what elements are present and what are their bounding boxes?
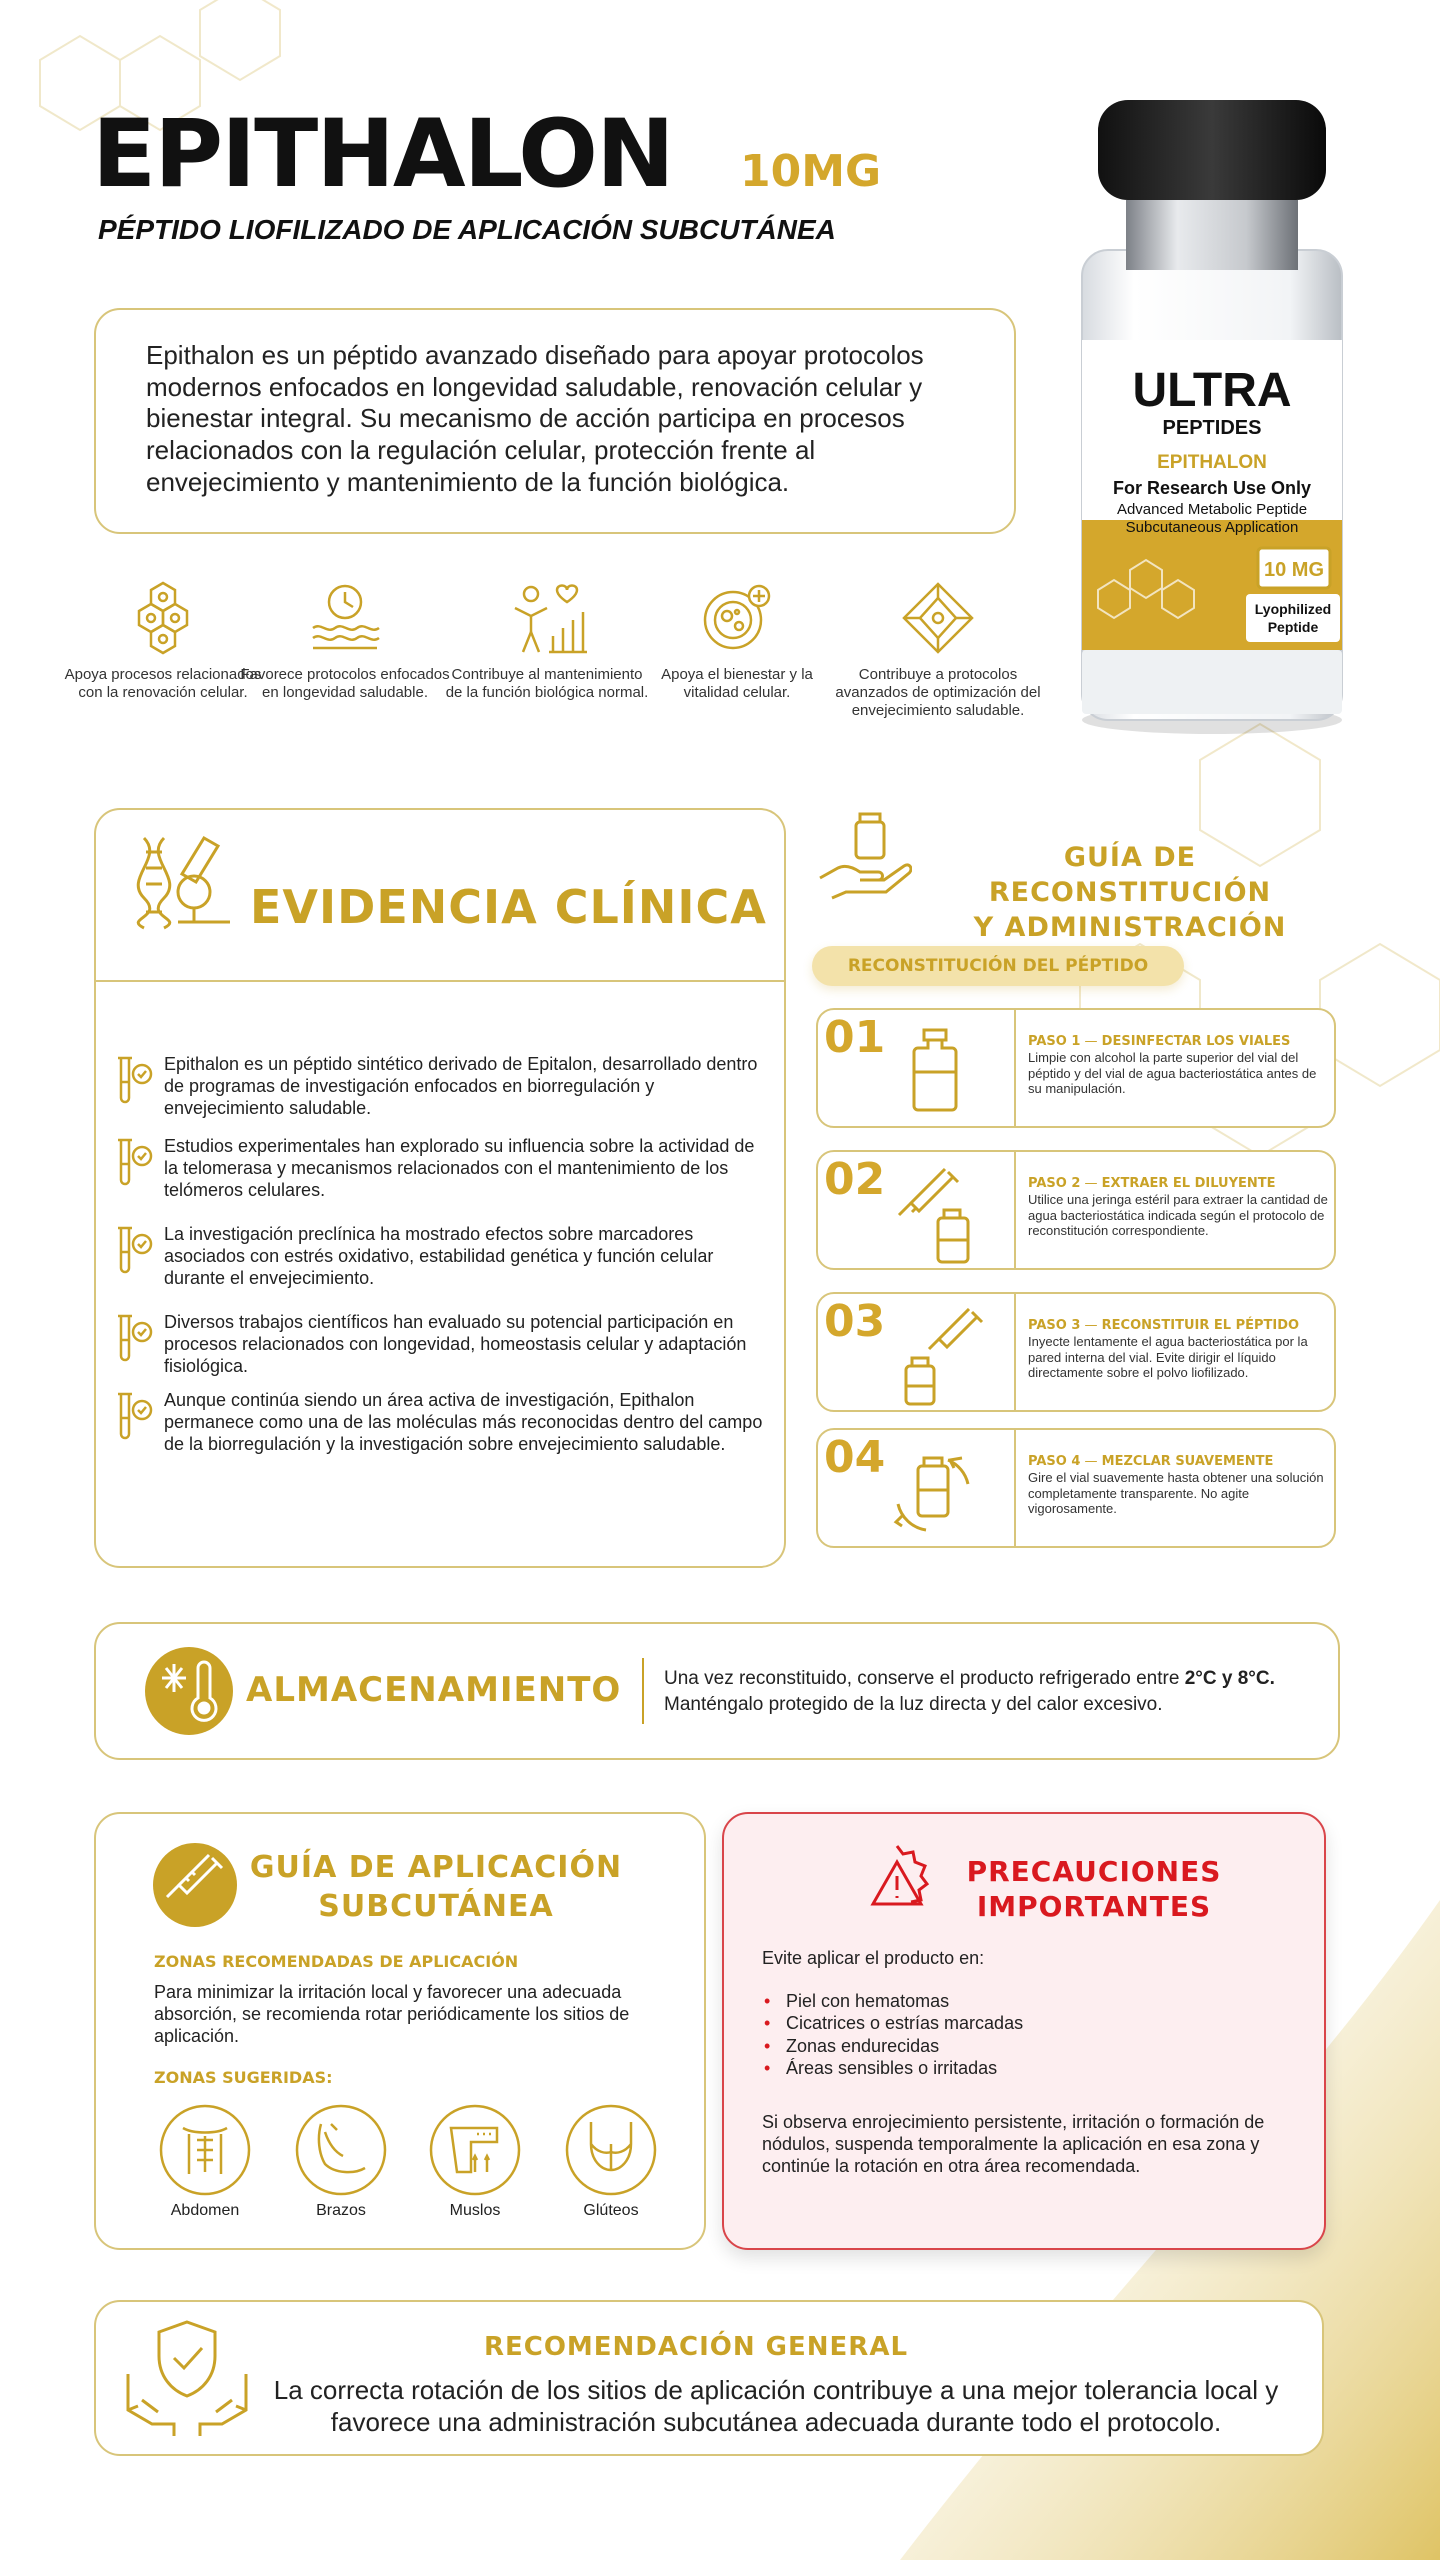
arm-icon xyxy=(295,2104,387,2196)
zone-brazos: Brazos xyxy=(286,2104,396,2220)
recommendation-card xyxy=(94,2300,1324,2456)
step-text: Limpie con alcohol la parte superior del vial del péptido y del vial de agua bacteriostática antes de su manipulación. xyxy=(1028,1050,1317,1097)
list-item: • Cicatrices o estrías marcadas xyxy=(762,2012,1023,2034)
vial-desc1: Advanced Metabolic Peptide xyxy=(1116,501,1308,518)
step-number: 04 xyxy=(824,1432,886,1483)
step-divider xyxy=(1014,1152,1016,1268)
feature-item xyxy=(442,580,652,702)
syringe-inject-icon xyxy=(878,1308,988,1408)
step-divider xyxy=(1014,1294,1016,1410)
recommendation-text: La correcta rotación de los sitios de aplicación contribuye a una mejor tolerancia local y favorece una administración subcutánea adecuada durante todo el protocolo. xyxy=(273,2375,1279,2438)
application-title: GUÍA DE APLICACIÓN SUBCUTÁNEA xyxy=(249,1850,623,1924)
skin-clock-icon xyxy=(307,580,383,656)
step-text: Inyecte lentamente el agua bacteriostática por la pared interna del vial. Evite dirigir el líquido directamente sobre el polvo liofilizado. xyxy=(1028,1334,1308,1381)
list-item: • Zonas endurecidas xyxy=(762,2035,1023,2057)
zone-muslos: Muslos xyxy=(420,2104,530,2220)
cells-icon xyxy=(125,580,201,656)
thigh-icon xyxy=(429,2104,521,2196)
vial-dose: 10 MG xyxy=(1263,559,1325,581)
warning-gear-icon xyxy=(860,1842,934,1916)
feature-text: Contribuye al mantenimiento de la función biológica normal. xyxy=(445,666,649,701)
zone-gluteos: Glúteos xyxy=(556,2104,666,2220)
vial-brand: ULTRA xyxy=(1132,364,1292,417)
application-text: Para minimizar la irritación local y favorecer una adecuada absorción, se recomienda rotar periódicamente los sitios de aplicación. xyxy=(154,1982,630,2046)
feature-text: Contribuye a protocolos avanzados de optimización del envejecimiento saludable. xyxy=(835,666,1041,719)
feature-text: Favorece protocolos enfocados en longevidad saludable. xyxy=(240,666,450,701)
zone-abdomen: Abdomen xyxy=(150,2104,260,2220)
evidence-text: La investigación preclínica ha mostrado efectos sobre marcadores asociados con estrés oxidativo, estabilidad genética y función celular durante el envejecimiento. xyxy=(164,1224,714,1288)
storage-card xyxy=(94,1622,1340,1760)
evidence-card xyxy=(94,808,786,1568)
precautions-intro: Evite aplicar el producto en: xyxy=(762,1948,985,1968)
step-number: 03 xyxy=(824,1296,886,1347)
step-text: Gire el vial suavemente hasta obtener una solución completamente transparente. No agite vigorosamente. xyxy=(1028,1470,1324,1517)
syringe-vial-icon xyxy=(878,1166,988,1266)
hand-vial-icon xyxy=(816,808,912,904)
test-tube-check-icon xyxy=(112,1312,156,1368)
evidence-text: Epithalon es un péptido sintético derivado de Epitalon, desarrollado dentro de programas de investigación enfocados en biorregulación y envejecimiento saludable. xyxy=(164,1054,758,1118)
vial-lyo2: Peptide xyxy=(1267,619,1319,635)
precautions-list xyxy=(762,1990,1023,2079)
dose-label: 10MG xyxy=(740,146,882,197)
step-card xyxy=(816,1008,1336,1128)
recommendation-title: RECOMENDACIÓN GENERAL xyxy=(483,2332,909,2362)
vial-lyo1: Lyophilized xyxy=(1254,601,1332,617)
vial-brand-sub: PEPTIDES xyxy=(1162,417,1262,439)
test-tube-check-icon xyxy=(112,1054,156,1110)
evidence-title: EVIDENCIA CLÍNICA xyxy=(250,880,767,934)
dna-microscope-icon xyxy=(134,832,234,932)
step-card xyxy=(816,1150,1336,1270)
precautions-title: PRECAUCIONES IMPORTANTES xyxy=(966,1855,1222,1923)
evidence-text: Diversos trabajos científicos han evaluado su potencial participación en procesos relacionados con longevidad, homeostasis celular y adaptación fisiológica. xyxy=(164,1312,747,1376)
page-subtitle: PÉPTIDO LIOFILIZADO DE APLICACIÓN SUBCUTÁNEA xyxy=(98,214,836,245)
evidence-text: Aunque continúa siendo un área activa de investigación, Epithalon permanece como una de las moléculas más reconocidas dentro del campo de la biorregulación y la investigación sobre envejecimiento saludable. xyxy=(164,1390,763,1454)
storage-text: Una vez reconstituido, conserve el producto refrigerado entre 2°C y 8°C. Manténgalo protegido de la luz directa y del calor excesivo. xyxy=(664,1668,1275,1715)
feature-text: Apoya el bienestar y la vitalidad celular. xyxy=(661,666,813,701)
suggested-heading: ZONAS SUGERIDAS: xyxy=(154,2068,333,2087)
feature-item xyxy=(58,580,268,702)
vial-desc2: Subcutaneous Application xyxy=(1125,519,1299,536)
step-number: 01 xyxy=(824,1012,886,1063)
list-item: • Áreas sensibles o irritadas xyxy=(762,2057,1023,2079)
test-tube-check-icon xyxy=(112,1224,156,1280)
step-title: PASO 4 — MEZCLAR SUAVEMENTE xyxy=(1028,1454,1274,1469)
vial-research: For Research Use Only xyxy=(1112,478,1312,498)
storage-divider xyxy=(642,1658,644,1724)
precautions-footer: Si observa enrojecimiento persistente, irritación o formación de nódulos, suspenda temporalmente la aplicación en esa zona y continúe la rotación en otra área recomendada. xyxy=(762,2112,1265,2176)
intro-text: Epithalon es un péptido avanzado diseñado para apoyar protocolos modernos enfocados en longevidad saludable, renovación celular y bienestar integral. Su mecanismo de acción participa en procesos relacionados con la regulación celular, protección frente al envejecimiento y mantenimiento de la función biológica. xyxy=(146,340,924,497)
step-title: PASO 2 — EXTRAER EL DILUYENTE xyxy=(1028,1176,1276,1191)
list-item: • Piel con hematomas xyxy=(762,1990,1023,2012)
vial-rotate-icon xyxy=(878,1444,988,1544)
reconstitution-pill: RECONSTITUCIÓN DEL PÉPTIDO xyxy=(812,946,1184,986)
step-title: PASO 1 — DESINFECTAR LOS VIALES xyxy=(1028,1034,1291,1049)
intro-card xyxy=(94,308,1016,534)
syringe-circle-icon xyxy=(152,1842,238,1928)
person-chart-icon xyxy=(505,580,589,656)
feature-item xyxy=(240,580,450,702)
evidence-header xyxy=(96,810,784,982)
test-tube-check-icon xyxy=(112,1136,156,1192)
step-divider xyxy=(1014,1010,1016,1126)
step-card xyxy=(816,1428,1336,1548)
application-card xyxy=(94,1812,706,2250)
vial-product: EPITHALON xyxy=(1157,452,1267,473)
reconstitution-title xyxy=(920,840,1340,945)
page-title: EPITHALON xyxy=(92,100,673,209)
feature-item xyxy=(632,580,842,702)
evidence-text: Estudios experimentales han explorado su influencia sobre la actividad de la telomerasa y mecanismos relacionados con el mantenimiento de los telómeros celulares. xyxy=(164,1136,755,1200)
molecule-diamond-icon xyxy=(900,580,976,656)
abdomen-icon xyxy=(159,2104,251,2196)
storage-temp: 2°C y 8°C. xyxy=(1184,1668,1275,1689)
glutes-icon xyxy=(565,2104,657,2196)
step-card xyxy=(816,1292,1336,1412)
feature-item xyxy=(828,580,1048,720)
step-divider xyxy=(1014,1430,1016,1546)
test-tube-check-icon xyxy=(112,1390,156,1446)
storage-title: ALMACENAMIENTO xyxy=(246,1670,622,1710)
cell-plus-icon xyxy=(699,580,775,656)
vial-icon xyxy=(878,1024,988,1114)
reconstitution-title-line2: Y ADMINISTRACIÓN xyxy=(973,912,1287,944)
shield-hands-icon xyxy=(122,2314,252,2444)
step-text: Utilice una jeringa estéril para extraer la cantidad de agua bacteriostática indicada según el protocolo de reconstitución correspondiente. xyxy=(1028,1192,1328,1239)
precautions-card xyxy=(722,1812,1326,2250)
thermometer-snowflake-icon xyxy=(144,1646,234,1736)
step-title: PASO 3 — RECONSTITUIR EL PÉPTIDO xyxy=(1028,1318,1300,1333)
zones-heading: ZONAS RECOMENDADAS DE APLICACIÓN xyxy=(154,1952,519,1971)
feature-text: Apoya procesos relacionados con la renovación celular. xyxy=(64,666,262,701)
product-vial-image xyxy=(1068,100,1356,740)
step-number: 02 xyxy=(824,1154,886,1205)
reconstitution-title-line1: GUÍA DE RECONSTITUCIÓN xyxy=(988,842,1272,909)
